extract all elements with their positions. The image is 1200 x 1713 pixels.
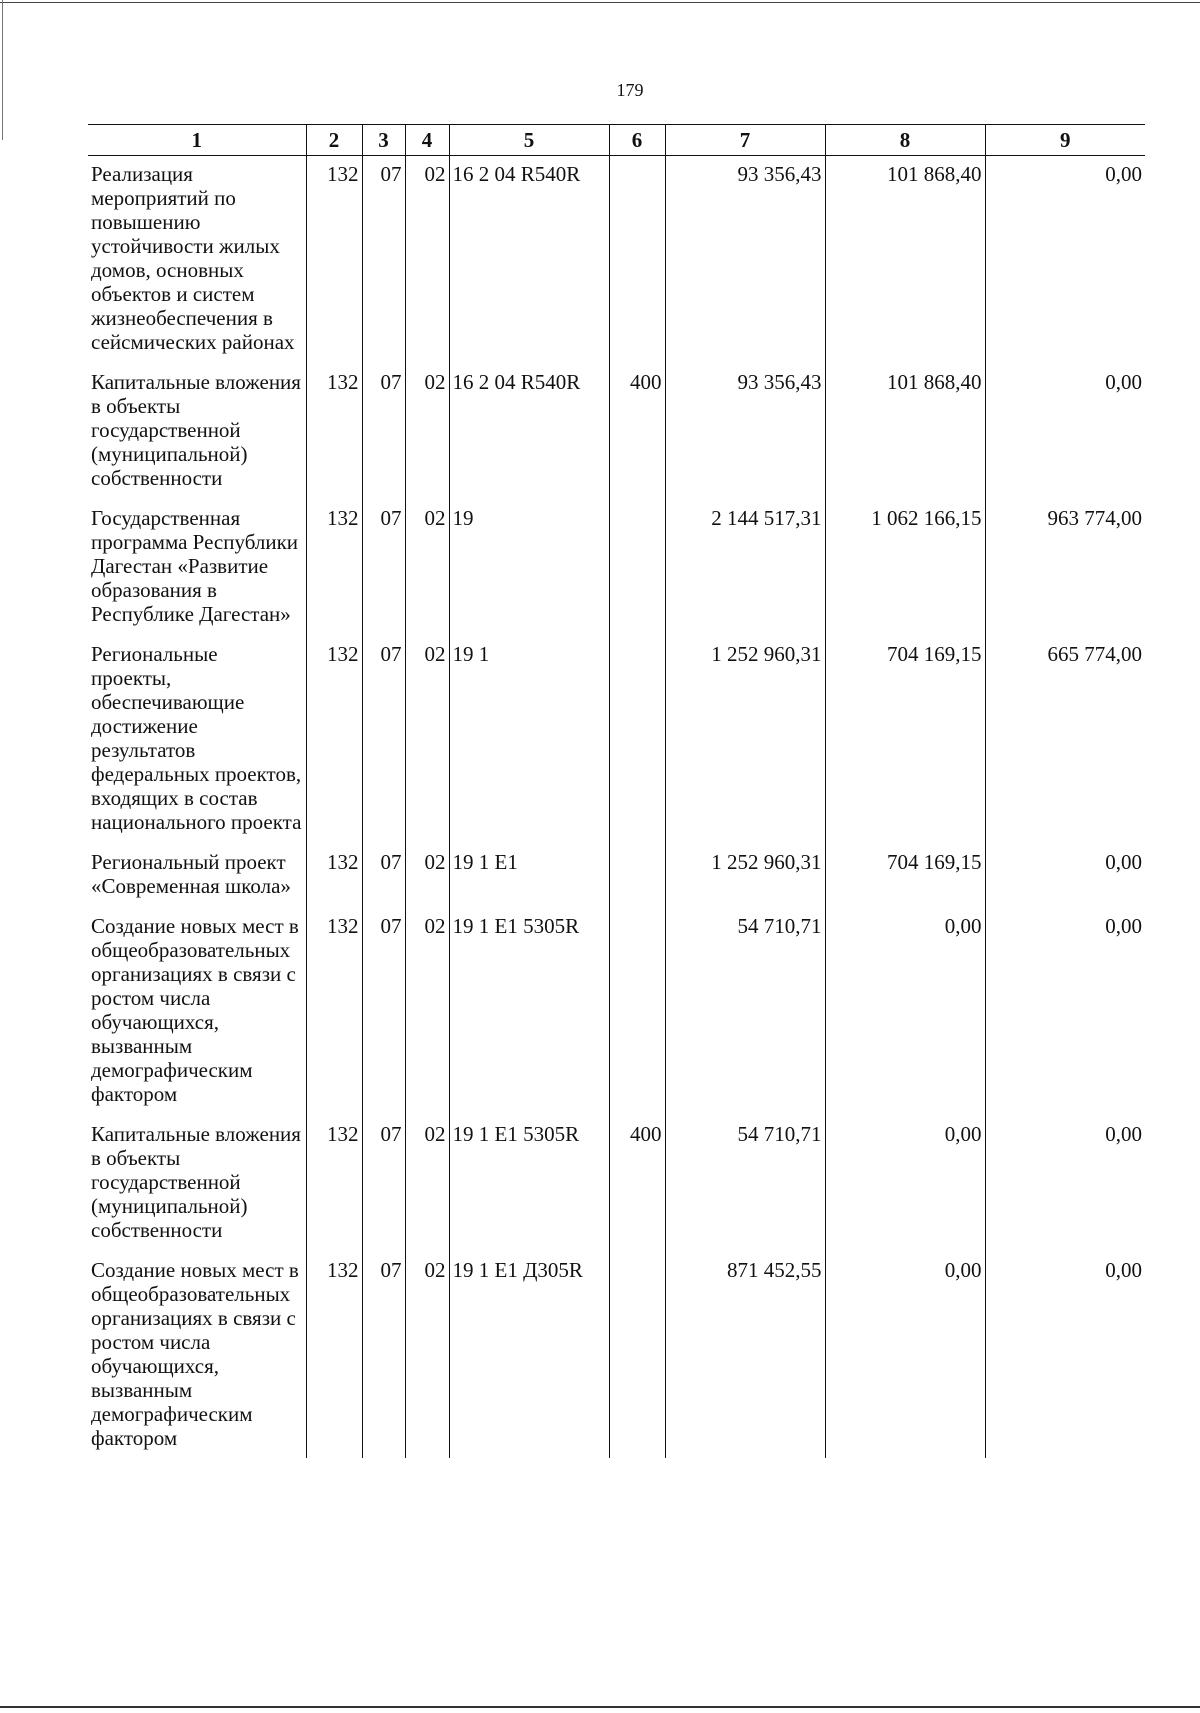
row-subsection-code: 02	[405, 364, 449, 500]
row-amount-7: 93 356,43	[665, 156, 825, 365]
row-section-code: 07	[362, 364, 405, 500]
row-section-code: 07	[362, 636, 405, 844]
table-body	[88, 156, 1145, 1459]
row-name: Создание новых мест в общеобразовательных организациях в связи с ростом числа обучающихся, вызванным демографическим фактором	[91, 914, 299, 1106]
table-row	[88, 636, 1145, 844]
row-target-code: 19 1 E1	[449, 844, 609, 908]
row-section-code: 07	[362, 908, 405, 1116]
row-target-code: 19	[449, 500, 609, 636]
header-col-2: 2	[306, 125, 362, 156]
row-amount-7: 93 356,43	[665, 364, 825, 500]
header-col-9: 9	[985, 125, 1145, 156]
header-col-7: 7	[665, 125, 825, 156]
table-row	[88, 1116, 1145, 1252]
row-ministry-code: 132	[306, 156, 362, 365]
row-amount-8: 1 062 166,15	[825, 500, 985, 636]
table-row	[88, 156, 1145, 365]
row-name: Создание новых мест в общеобразовательных организациях в связи с ростом числа обучающихся, вызванным демографическим фактором	[91, 1258, 299, 1450]
row-expense-type	[609, 636, 665, 844]
row-amount-7: 1 252 960,31	[665, 844, 825, 908]
row-subsection-code: 02	[405, 844, 449, 908]
row-amount-7: 54 710,71	[665, 908, 825, 1116]
row-amount-7: 54 710,71	[665, 1116, 825, 1252]
table-row	[88, 1252, 1145, 1458]
row-section-code: 07	[362, 156, 405, 365]
header-col-6: 6	[609, 125, 665, 156]
row-target-code: 19 1	[449, 636, 609, 844]
row-subsection-code: 02	[405, 908, 449, 1116]
row-amount-9: 0,00	[985, 908, 1145, 1116]
row-expense-type: 400	[609, 364, 665, 500]
row-ministry-code: 132	[306, 908, 362, 1116]
row-amount-8: 101 868,40	[825, 364, 985, 500]
header-col-1: 1	[88, 125, 306, 156]
row-amount-8: 0,00	[825, 1252, 985, 1458]
row-amount-9: 0,00	[985, 1252, 1145, 1458]
row-expense-type	[609, 156, 665, 365]
row-target-code: 19 1 E1 5305R	[449, 908, 609, 1116]
table-row	[88, 364, 1145, 500]
row-amount-9: 0,00	[985, 1116, 1145, 1252]
row-amount-9: 963 774,00	[985, 500, 1145, 636]
row-name: Региональные проекты, обеспечивающие достижение результатов федеральных проектов, входящих в состав национального проекта	[91, 642, 302, 834]
row-ministry-code: 132	[306, 364, 362, 500]
scan-edge-left	[2, 0, 3, 140]
row-section-code: 07	[362, 844, 405, 908]
scan-edge-top	[0, 2, 1200, 3]
row-amount-9: 0,00	[985, 156, 1145, 365]
row-section-code: 07	[362, 1116, 405, 1252]
row-target-code: 16 2 04 R540R	[449, 364, 609, 500]
row-expense-type	[609, 844, 665, 908]
row-target-code: 16 2 04 R540R	[449, 156, 609, 365]
row-name: Государственная программа Республики Дагестан «Развитие образования в Республике Дагестан»	[91, 506, 299, 626]
row-ministry-code: 132	[306, 1116, 362, 1252]
row-ministry-code: 132	[306, 636, 362, 844]
page-number: 179	[616, 80, 644, 100]
table-row	[88, 844, 1145, 908]
table-row	[88, 908, 1145, 1116]
header-col-8: 8	[825, 125, 985, 156]
row-amount-9: 0,00	[985, 844, 1145, 908]
table-header	[88, 125, 1145, 156]
row-ministry-code: 132	[306, 500, 362, 636]
row-amount-7: 2 144 517,31	[665, 500, 825, 636]
row-name: Реализация мероприятий по повышению устойчивости жилых домов, основных объектов и систем жизнеобеспечения в сейсмических районах	[91, 162, 295, 354]
row-expense-type	[609, 500, 665, 636]
row-amount-7: 1 252 960,31	[665, 636, 825, 844]
row-subsection-code: 02	[405, 156, 449, 365]
row-amount-8: 0,00	[825, 1116, 985, 1252]
table-row	[88, 500, 1145, 636]
row-amount-7: 871 452,55	[665, 1252, 825, 1458]
row-subsection-code: 02	[405, 1252, 449, 1458]
row-amount-9: 0,00	[985, 364, 1145, 500]
row-amount-8: 704 169,15	[825, 636, 985, 844]
header-col-3: 3	[362, 125, 405, 156]
header-col-5: 5	[449, 125, 609, 156]
budget-table	[88, 124, 1145, 1458]
row-subsection-code: 02	[405, 500, 449, 636]
row-section-code: 07	[362, 500, 405, 636]
row-name: Капитальные вложения в объекты государственной (муниципальной) собственности	[91, 370, 301, 490]
row-section-code: 07	[362, 1252, 405, 1458]
row-amount-8: 0,00	[825, 908, 985, 1116]
row-amount-9: 665 774,00	[985, 636, 1145, 844]
row-amount-8: 704 169,15	[825, 844, 985, 908]
row-target-code: 19 1 E1 Д305R	[449, 1252, 609, 1458]
header-row	[88, 125, 1145, 156]
row-ministry-code: 132	[306, 1252, 362, 1458]
row-target-code: 19 1 E1 5305R	[449, 1116, 609, 1252]
row-subsection-code: 02	[405, 636, 449, 844]
row-expense-type	[609, 908, 665, 1116]
scan-edge-bottom	[0, 1706, 1200, 1708]
row-subsection-code: 02	[405, 1116, 449, 1252]
header-col-4: 4	[405, 125, 449, 156]
row-expense-type: 400	[609, 1116, 665, 1252]
row-amount-8: 101 868,40	[825, 156, 985, 365]
row-expense-type	[609, 1252, 665, 1458]
row-name: Региональный проект «Современная школа»	[91, 850, 291, 898]
row-ministry-code: 132	[306, 844, 362, 908]
row-name: Капитальные вложения в объекты государственной (муниципальной) собственности	[91, 1122, 301, 1242]
